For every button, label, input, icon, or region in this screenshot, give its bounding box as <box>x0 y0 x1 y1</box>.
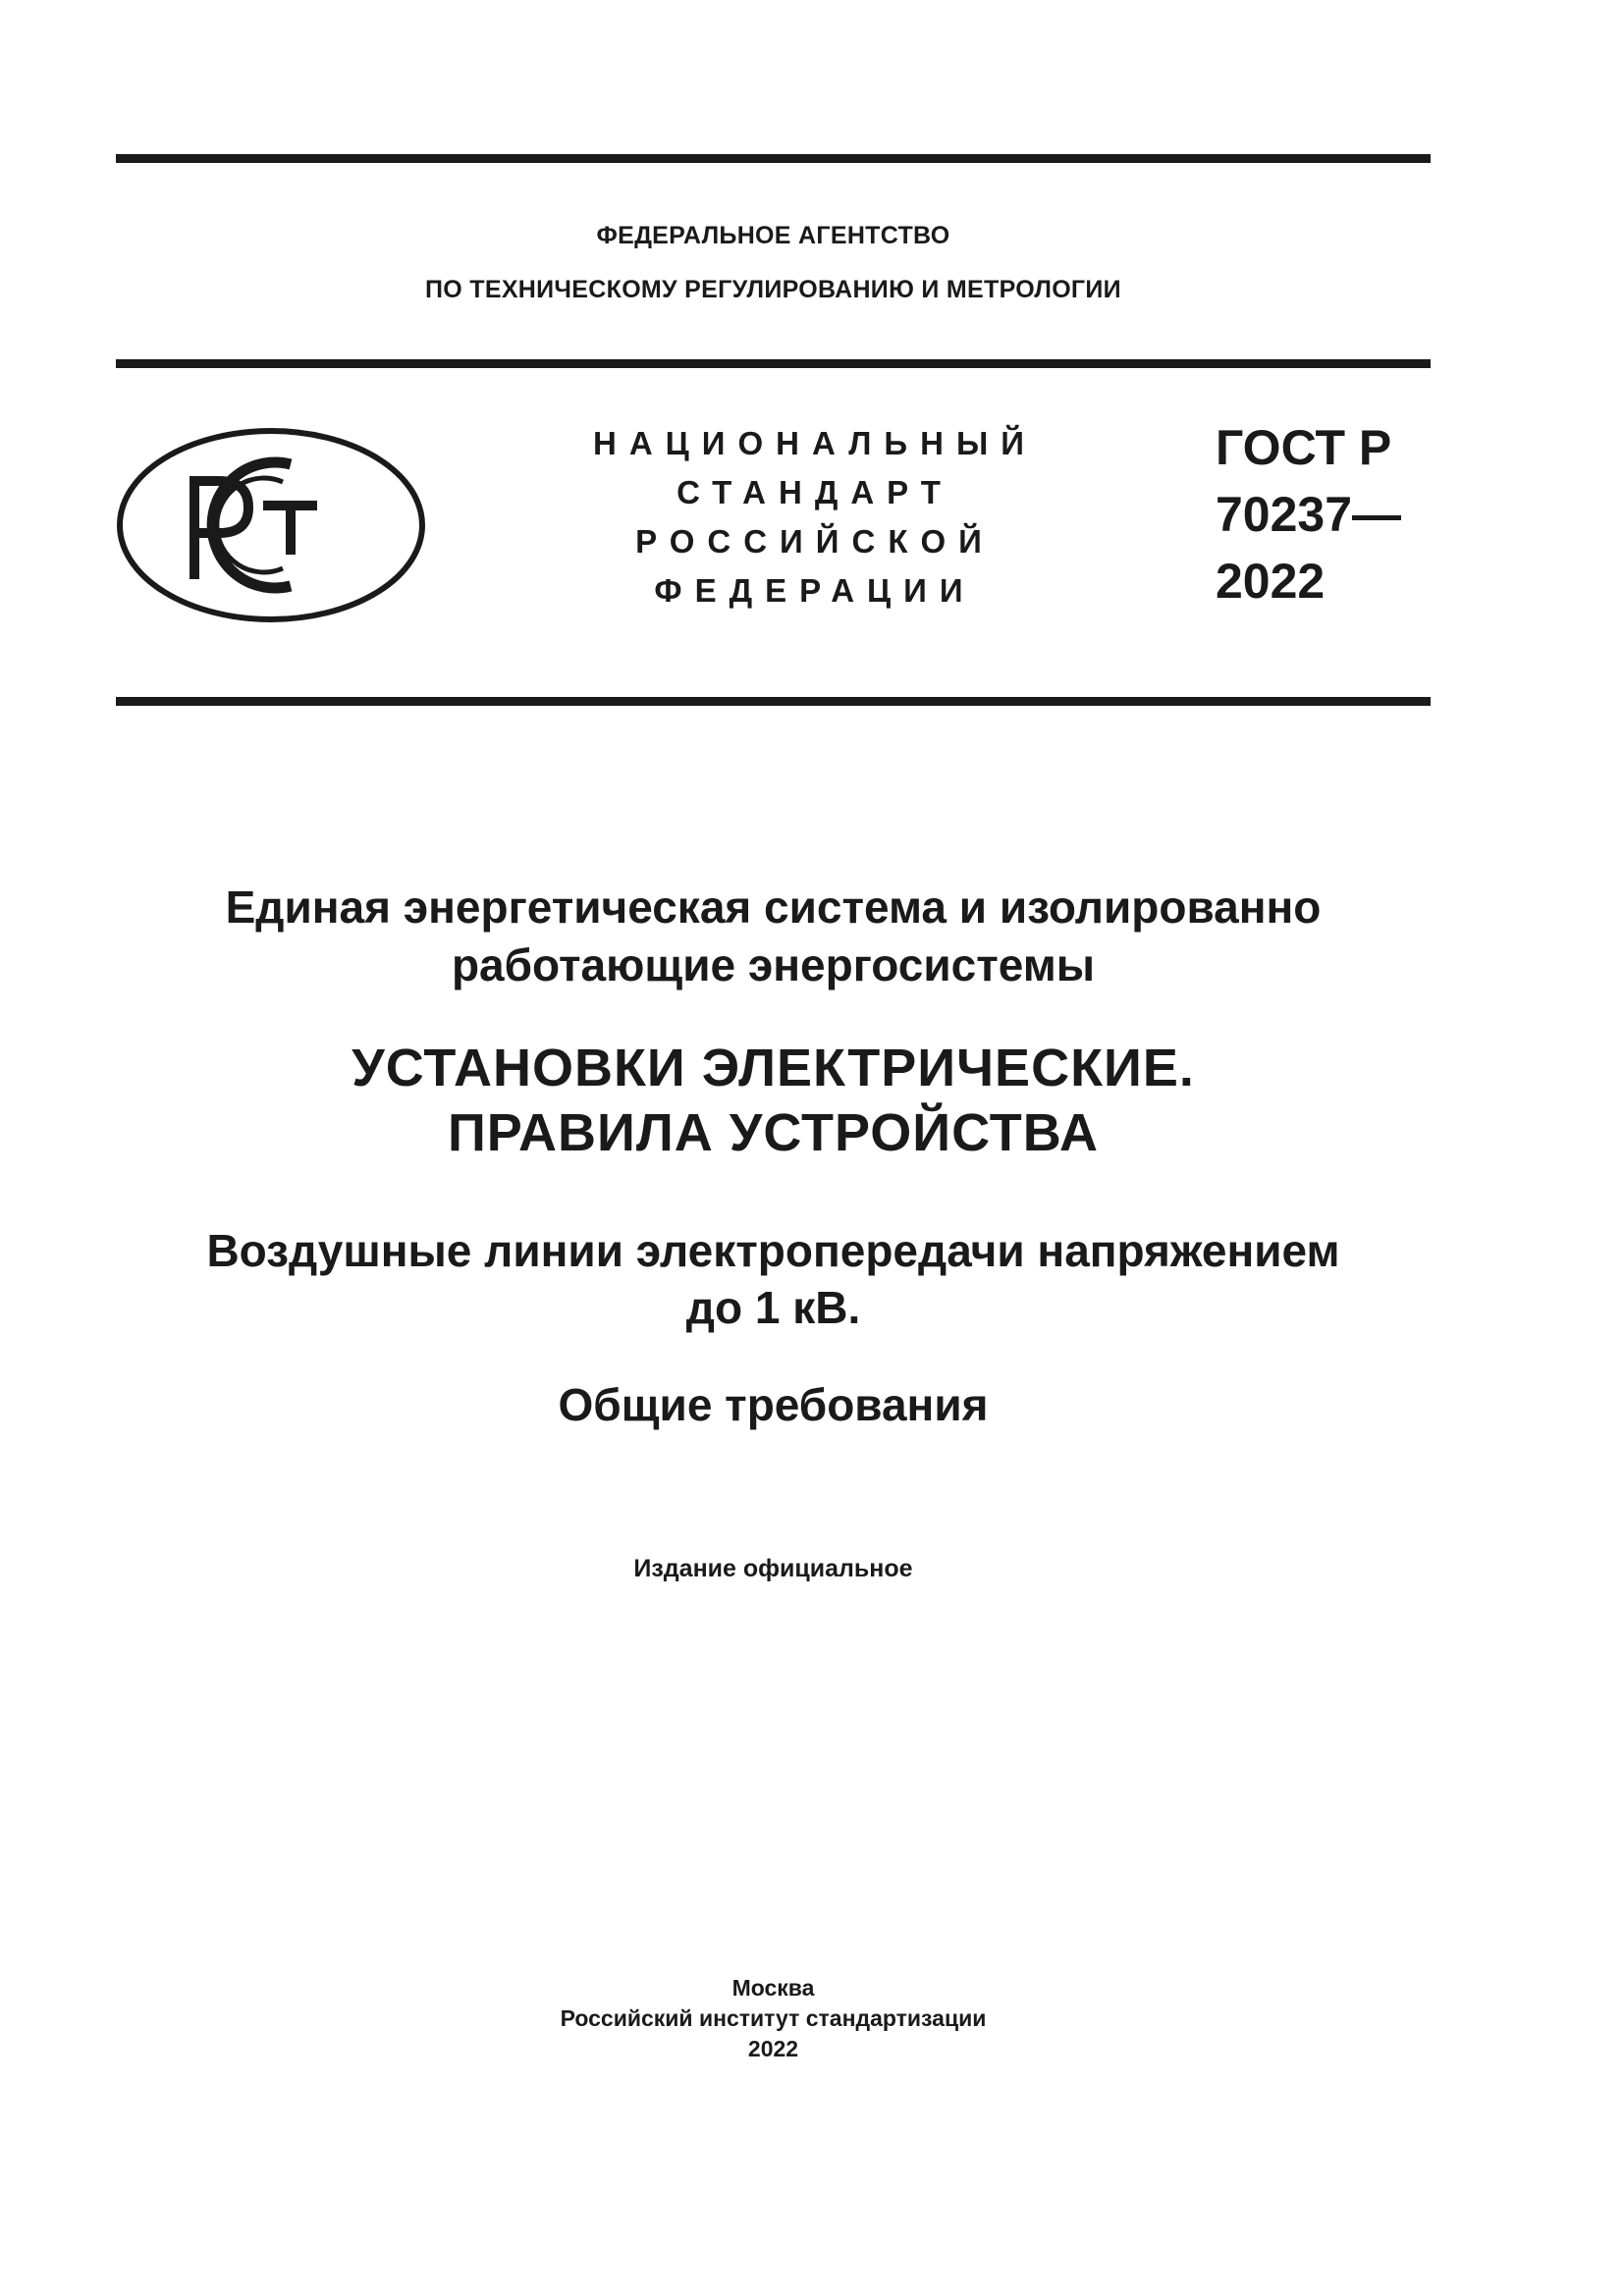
agency-line-1: ФЕДЕРАЛЬНОЕ АГЕНТСТВО <box>596 222 950 249</box>
series-title <box>116 879 1431 994</box>
imprint-city: Москва <box>731 1975 815 2001</box>
main-title-line-2: ПРАВИЛА УСТРОЙСТВА <box>447 1103 1100 1162</box>
standard-designation <box>1216 414 1441 614</box>
designation-line-1: ГОСТ Р <box>1216 420 1392 475</box>
imprint-publisher: Российский институт стандартизации <box>560 2005 987 2031</box>
imprint-year: 2022 <box>747 2036 799 2061</box>
designation-line-2: 70237— <box>1216 487 1402 542</box>
top-rule <box>116 154 1431 163</box>
part-title-line-2: до 1 кВ. <box>685 1282 861 1333</box>
national-standard-line-1: НАЦИОНАЛЬНЫЙ <box>593 425 1037 461</box>
header-bottom-rule <box>116 697 1431 706</box>
part-title <box>116 1222 1431 1336</box>
designation-line-3: 2022 <box>1216 554 1326 609</box>
agency-rule <box>116 359 1431 368</box>
national-standard-line-3: РОССИЙСКОЙ <box>635 523 995 560</box>
national-standard-line-4: ФЕДЕРАЦИИ <box>654 572 976 609</box>
national-standard-line-2: СТАНДАРТ <box>677 474 953 510</box>
main-title <box>116 1036 1431 1165</box>
edition-label: Издание официальное <box>633 1555 913 1582</box>
series-title-line-2: работающие энергосистемы <box>451 939 1096 990</box>
rst-certification-mark-icon <box>116 427 426 623</box>
part-title-line-1: Воздушные линии электропередачи напряжением <box>206 1225 1340 1276</box>
agency-line-2: ПО ТЕХНИЧЕСКОМУ РЕГУЛИРОВАНИЮ И МЕТРОЛОГИИ <box>425 276 1121 303</box>
series-title-line-1: Единая энергетическая система и изолированно <box>225 881 1322 933</box>
main-title-line-1: УСТАНОВКИ ЭЛЕКТРИЧЕСКИЕ. <box>352 1039 1195 1097</box>
subtitle: Общие требования <box>558 1379 989 1430</box>
